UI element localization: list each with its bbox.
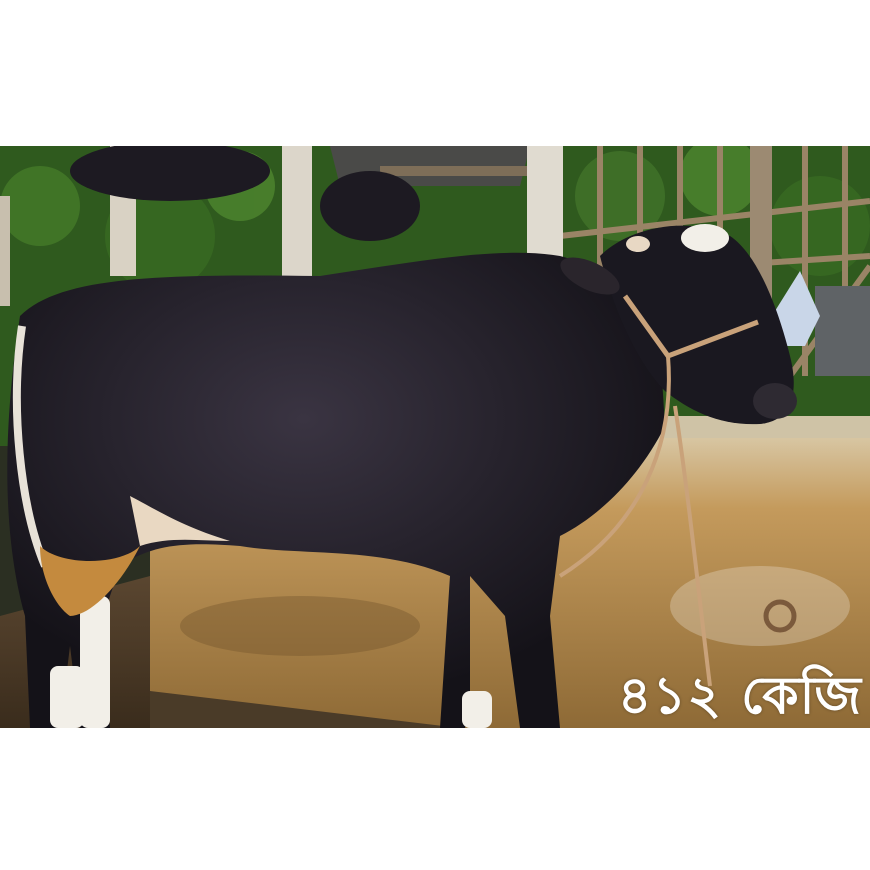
roof-beam bbox=[380, 166, 540, 176]
background-cow-2 bbox=[320, 171, 420, 241]
post-center bbox=[282, 146, 312, 276]
photo-illustration bbox=[0, 146, 870, 728]
post-right bbox=[527, 146, 563, 266]
post-edge bbox=[0, 196, 10, 306]
metal-sheet bbox=[815, 286, 870, 376]
cow-photo bbox=[0, 146, 870, 728]
weight-label: ৪১২ কেজি bbox=[617, 666, 862, 726]
